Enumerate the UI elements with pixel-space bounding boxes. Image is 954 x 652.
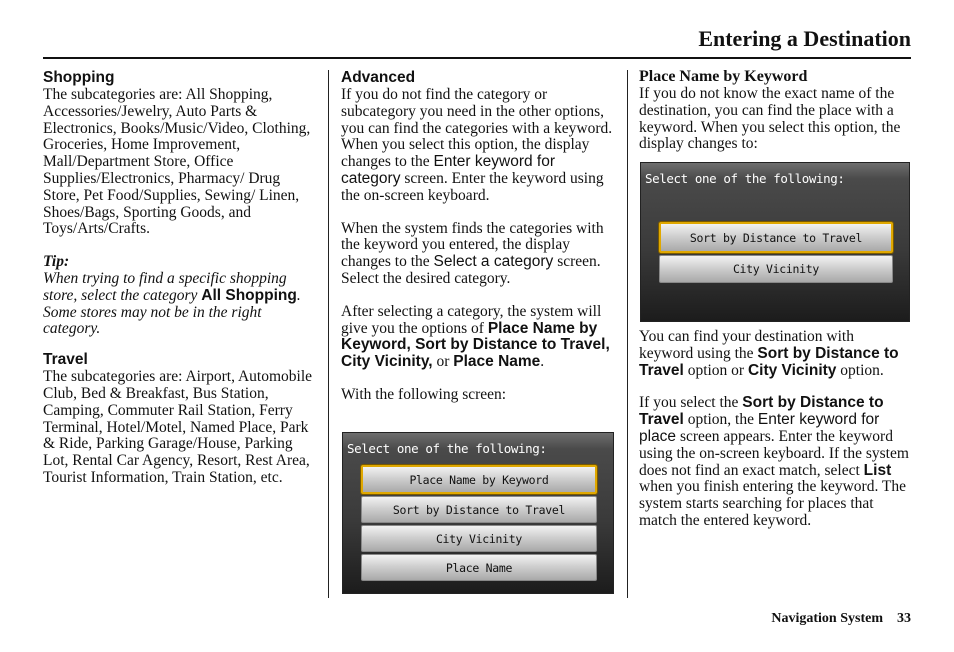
keyword-paragraph-2 — [639, 329, 911, 379]
page-footer — [771, 611, 911, 627]
tip-text — [43, 271, 315, 338]
text-part: option. — [836, 361, 884, 379]
advanced-paragraph-1 — [341, 87, 613, 205]
text-part: If you do not find the category or subcategory you need in the other options, you can find the categories with a keyword. When you select this option, the display changes to the — [341, 86, 613, 171]
text-part: After selecting a category, the system will give you the options of — [341, 302, 602, 337]
advanced-paragraph-3 — [341, 304, 613, 371]
text-part: screen appears. Enter the keyword using the on-screen keyboard. If the system does not find an exact match, select — [639, 427, 909, 479]
travel-heading: Travel — [43, 351, 88, 369]
nav-screen-image — [640, 162, 910, 322]
shopping-text: The subcategories are: All Shopping, Accessories/Jewelry, Auto Parts & Electronics, Books/Music/Video, Clothing, Groceries, Home Improvement, Mall/Department Store, Office Supplies/Electronics, Pharmacy/ Drug Store, Pet Food/Supplies, Sewing/ Linen, Shoes/Bags, Sporting Goods, and Toys/Arts/Crafts. — [43, 86, 311, 238]
option-name: City Vicinity — [747, 361, 837, 379]
column-left — [43, 68, 315, 487]
text-part: . — [540, 353, 545, 371]
advanced-paragraph-2 — [341, 221, 613, 288]
tip-category: All Shopping — [201, 286, 297, 304]
tip-text-part: . Some stores may not be in the right category. — [43, 286, 301, 338]
screen-name: Select a category — [433, 253, 554, 271]
page-number: 33 — [897, 611, 911, 626]
nav-screen-image — [342, 432, 614, 594]
text-part: when you finish entering the keyword. The system starts searching for places that match the entered keyword. — [639, 478, 907, 529]
page-title: Entering a Destination — [698, 26, 911, 51]
text-part: or — [432, 353, 454, 371]
menu-option-city-vicinity[interactable]: City Vicinity — [361, 525, 597, 552]
tip-label: Tip: — [43, 253, 70, 271]
option-name: Place Name — [453, 353, 541, 371]
tip-text-part: When trying to find a specific shopping store, select the category — [43, 269, 287, 304]
menu-option-place-name-by-keyword[interactable]: Place Name by Keyword — [361, 465, 597, 494]
text-part: If you select the — [639, 394, 743, 412]
screen-title: Select one of the following: — [347, 441, 547, 456]
screen-name: Enter keyword for category — [341, 153, 556, 187]
text-part: option or — [683, 361, 748, 379]
place-name-by-keyword-heading: Place Name by Keyword — [639, 68, 808, 85]
travel-text: The subcategories are: Airport, Automobile Club, Bed & Breakfast, Bus Station, Camping, Commuter Rail Station, Ferry Terminal, Hotel/Motel, Named Place, Park & Ride, Parking Garage/House, Parking Lot, Rental Car Agency, Resort, Rest Area, Tourist Information, Train Station, etc. — [43, 368, 313, 486]
text-part: When the system finds the categories with the keyword you entered, the display changes to the — [341, 219, 604, 271]
option-name: Sort by Distance to Travel — [639, 394, 884, 429]
option-name: Sort by Distance to Travel — [639, 344, 899, 379]
menu-option-sort-by-distance[interactable]: Sort by Distance to Travel — [361, 496, 597, 523]
column-right-lower — [639, 329, 911, 530]
column-middle — [341, 68, 613, 404]
advanced-heading: Advanced — [341, 69, 416, 86]
keyword-paragraph-1: If you do not know the exact name of the destination, you can find the place with a keyword. When you select this option, the display changes to: — [639, 85, 901, 153]
text-part: screen. Enter the keyword using the on-screen keyboard. — [341, 169, 604, 204]
column-divider — [627, 70, 628, 598]
menu-option-place-name[interactable]: Place Name — [361, 554, 597, 581]
header-rule — [43, 57, 911, 59]
text-part: You can find your destination with keyword using the — [639, 328, 854, 362]
advanced-paragraph-4: With the following screen: — [341, 385, 507, 403]
column-divider — [328, 70, 329, 598]
menu-option-city-vicinity[interactable]: City Vicinity — [659, 255, 893, 283]
screen-title: Select one of the following: — [645, 171, 845, 186]
footer-section: Navigation System — [771, 611, 883, 626]
menu-option-sort-by-distance[interactable]: Sort by Distance to Travel — [659, 222, 893, 253]
text-part: option, the — [683, 411, 758, 429]
screen-name: Enter keyword for place — [639, 411, 880, 445]
column-right — [639, 68, 911, 153]
text-part: screen. Select the desired category. — [341, 253, 601, 287]
shopping-heading: Shopping — [43, 69, 115, 86]
keyword-paragraph-3 — [639, 395, 911, 529]
option-name: List — [863, 461, 892, 479]
option-names: Place Name by Keyword, Sort by Distance to Travel, City Vicinity, — [341, 319, 610, 371]
